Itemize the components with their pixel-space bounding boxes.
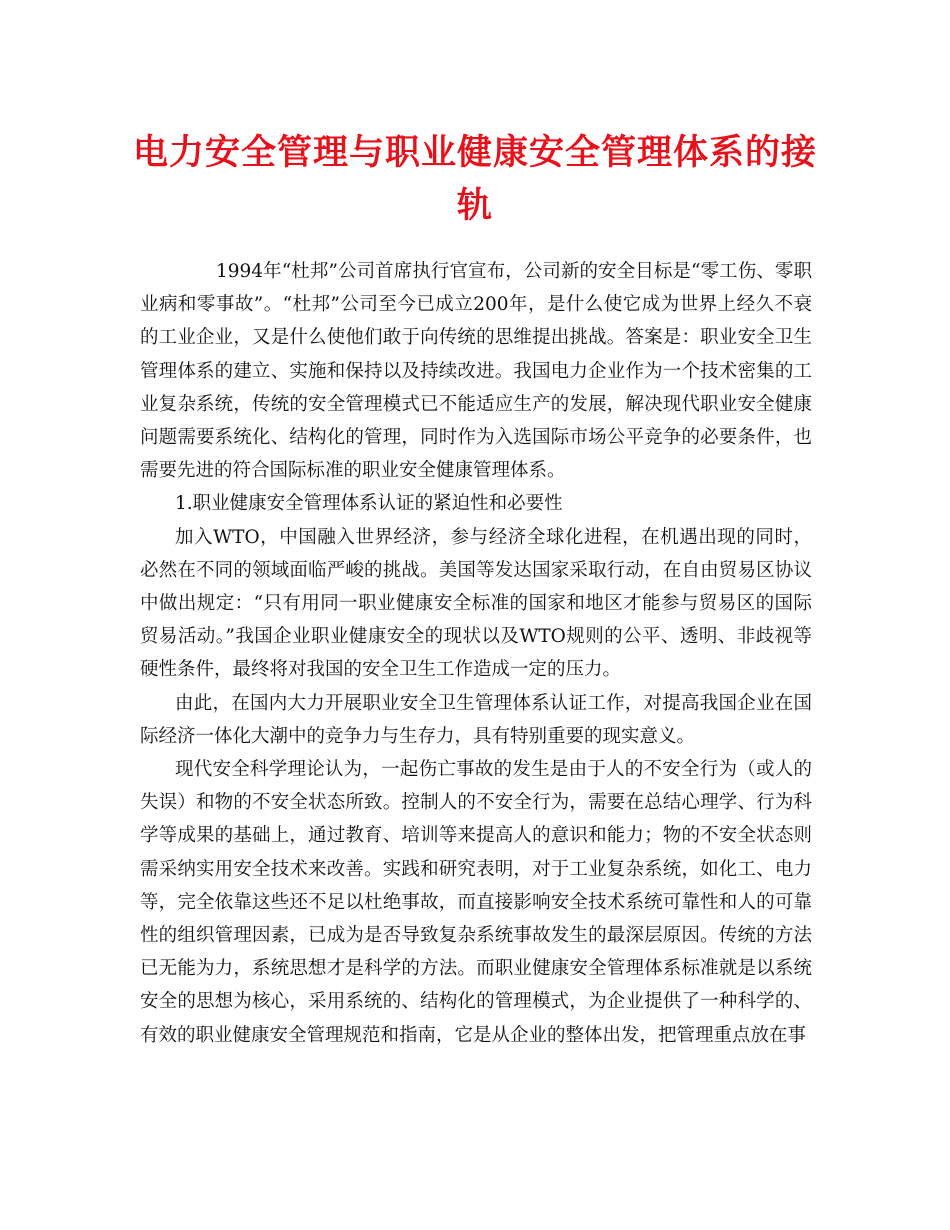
- paragraph-safety-theory: 现代安全科学理论认为，一起伤亡事故的发生是由于人的不安全行为（或人的失误）和物的不安全状态所致。控制人的不安全行为，需要在总结心理学、行为科学等成果的基础上，通过教育、培训等来提高人的意识和能力；物的不安全状态则需采纳实用安全技术来改善。实践和研究表明，对于工业复杂系统，如化工、电力等，完全依靠这些还不足以杜绝事故，而直接影响安全技术系统可靠性和人的可靠性的组织管理因素，已成为是否导致复杂系统事故发生的最深层原因。传统的方法已无能为力，系统思想才是科学的方法。而职业健康安全管理体系标准就是以系统安全的思想为核心，采用系统的、结构化的管理模式，为企业提供了一种科学的、有效的职业健康安全管理规范和指南，它是从企业的整体出发，把管理重点放在事: [140, 759, 812, 1046]
- document-title: 电力安全管理与职业健康安全管理体系的接轨: [132, 132, 817, 226]
- document-body: [140, 255, 812, 1052]
- paragraph-significance: 由此，在国内大力开展职业安全卫生管理体系认证工作，对提高我国企业在国际经济一体化大潮中的竞争力与生存力，具有特别重要的现实意义。: [140, 692, 812, 747]
- paragraph-wto: 加入WTO，中国融入世界经济，参与经济全球化进程，在机遇出现的同时，必然在不同的领域面临严峻的挑战。美国等发达国家采取行动，在自由贸易区协议中做出规定：“只有用同一职业健康安全标准的国家和地区才能参与贸易区的国际贸易活动。”我国企业职业健康安全的现状以及WTO规则的公平、透明、非歧视等硬性条件，最终将对我国的安全卫生工作造成一定的压力。: [140, 526, 812, 681]
- section-heading-1: 1.职业健康安全管理体系认证的紧迫性和必要性: [175, 493, 563, 515]
- paragraph-intro: 1994年“杜邦”公司首席执行官宣布，公司新的安全目标是“零工伤、零职业病和零事故”。“杜邦”公司至今已成立200年，是什么使它成为世界上经久不衰的工业企业，又是什么使他们敢于向传统的思维提出挑战。答案是：职业安全卫生管理体系的建立、实施和保持以及持续改进。我国电力企业作为一个技术密集的工业复杂系统，传统的安全管理模式已不能适应生产的发展，解决现代职业安全健康问题需要系统化、结构化的管理，同时作为入选国际市场公平竞争的必要条件，也需要先进的符合国际标准的职业安全健康管理体系。: [140, 261, 812, 482]
